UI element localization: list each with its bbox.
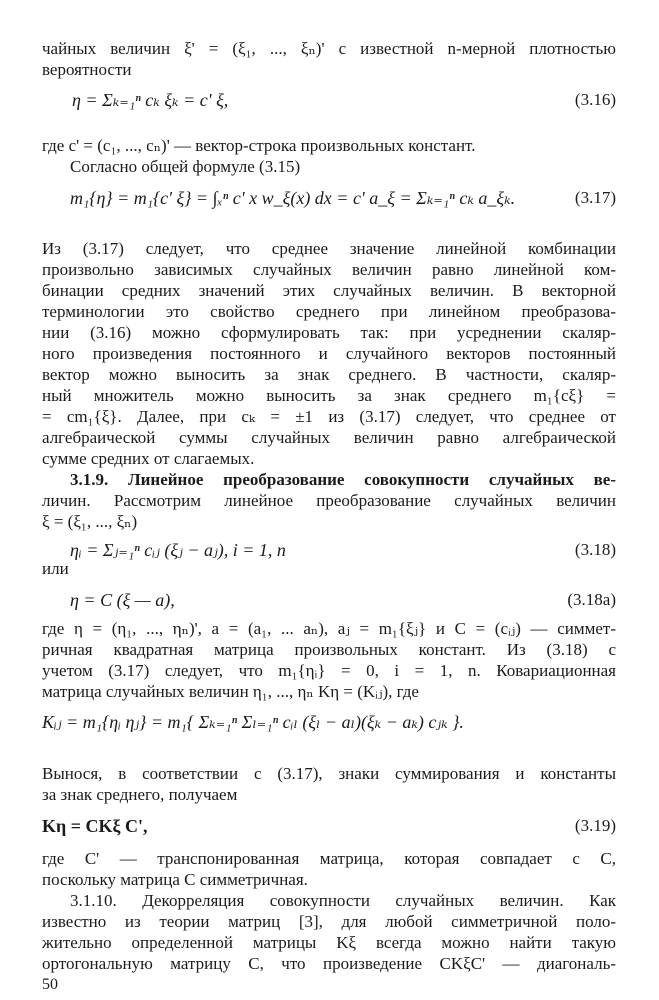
equation-number: (3.16) (574, 90, 616, 109)
text-line: бинации средних значений этих случайных величин. В векторной (42, 281, 616, 300)
text-line: ричная квадратная матрица произвольных констант. Из (3.18) с (42, 640, 616, 659)
text-line: чайных величин ξ' = (ξ₁, ..., ξₙ)' с известной n-мерной плотностью (42, 39, 616, 58)
text-line: = cm₁{ξ}. Далее, при cₖ = ±1 из (3.17) следует, что среднее от (42, 407, 616, 426)
equation-3-16 (42, 90, 616, 130)
equation-body: η = C (ξ — a), (70, 590, 175, 610)
section-heading: 3.1.10. Декорреляция совокупности случайных величин. Как (70, 891, 616, 910)
equation-3-17 (42, 188, 616, 228)
equation-body: Kᵢⱼ = m₁{ηᵢ ηⱼ} = m₁{ Σₖ₌₁ⁿ Σₗ₌₁ⁿ cᵢₗ (ξₗ − aₗ)(ξₖ − aₖ) cⱼₖ }. (42, 712, 464, 732)
text-line: терминологии это свойство среднего при линейном преобразова- (42, 302, 616, 321)
text-line: поскольку матрица C симметричная. (42, 870, 308, 889)
text-line: личин. Рассмотрим линейное преобразование случайных величин (42, 491, 616, 510)
equation-body: m₁{η} = m₁{c' ξ} = ∫ₓⁿ c' x w_ξ(x) dx = c' a_ξ = Σₖ₌₁ⁿ cₖ a_ξₖ. (70, 188, 516, 208)
section-heading (70, 469, 616, 490)
text-line: где c' = (c₁, ..., cₙ)' — вектор-строка произвольных констант. (42, 136, 476, 155)
text-line: ного произведения постоянного и случайного векторов постоянный (42, 344, 616, 363)
equation-number: (3.17) (574, 188, 616, 207)
text-line: Согласно общей формуле (3.15) (70, 157, 301, 176)
equation-body: ηᵢ = Σⱼ₌₁ⁿ cᵢⱼ (ξⱼ − aⱼ), i = 1, n (70, 540, 286, 560)
text-line: где η = (η₁, ..., ηₙ)', a = (a₁, ... aₙ), aⱼ = m₁{ξⱼ} и C = (cᵢⱼ) — симмет- (42, 619, 616, 638)
equation-number: (3.18) (574, 540, 616, 559)
text-line: вектор можно выносить за знак среднего. В частности, скаляр- (42, 365, 616, 384)
equation-number: (3.19) (574, 816, 616, 835)
text-line: за знак среднего, получаем (42, 785, 238, 804)
section-heading-text: 3.1.9. Линейное преобразование совокупности случайных ве- (70, 470, 616, 489)
text-line: ортогональную матрицу C, что произведение CKξC' — диагональ- (42, 954, 616, 973)
equation-body: η = Σₖ₌₁ⁿ cₖ ξₖ = c' ξ, (72, 90, 229, 110)
text-line: нии (3.16) можно сформулировать так: при усреднении скаляр- (42, 323, 616, 342)
text-line: где C' — транспонированная матрица, которая совпадает с C, (42, 849, 616, 868)
text-line: учетом (3.17) следует, что m₁{ηᵢ} = 0, i = 1, n. Ковариационная (42, 661, 616, 680)
text-line: ξ = (ξ₁, ..., ξₙ) (42, 512, 138, 531)
text-line: жительно определенной матрицы Kξ всегда можно найти такую (42, 933, 616, 952)
text-line: или (42, 559, 69, 578)
text-line: произвольно зависимых случайных величин равно линейной ком- (42, 260, 616, 279)
text-line: вероятности (42, 60, 132, 79)
text-line: алгебраической суммы случайных величин равно алгебраической (42, 428, 616, 447)
text-line: Вынося, в соответствии с (3.17), знаки суммирования и константы (42, 764, 616, 783)
text-line: матрица случайных величин η₁, ..., ηₙ Kη = (Kᵢⱼ), где (42, 682, 419, 701)
page-number: 50 (42, 976, 58, 993)
equation-number: (3.18a) (567, 590, 616, 609)
equation-body: Kη = CKξ C', (42, 816, 148, 836)
equation-covariance (42, 712, 616, 752)
text-line: известно из теории матриц [3], для любой симметричной поло- (42, 912, 616, 931)
text-line: Из (3.17) следует, что среднее значение линейной комбинации (42, 239, 616, 258)
text-line: сумме средних от слагаемых. (42, 449, 255, 468)
text-line: ный множитель можно выносить за знак среднего m₁{cξ} = (42, 386, 616, 405)
